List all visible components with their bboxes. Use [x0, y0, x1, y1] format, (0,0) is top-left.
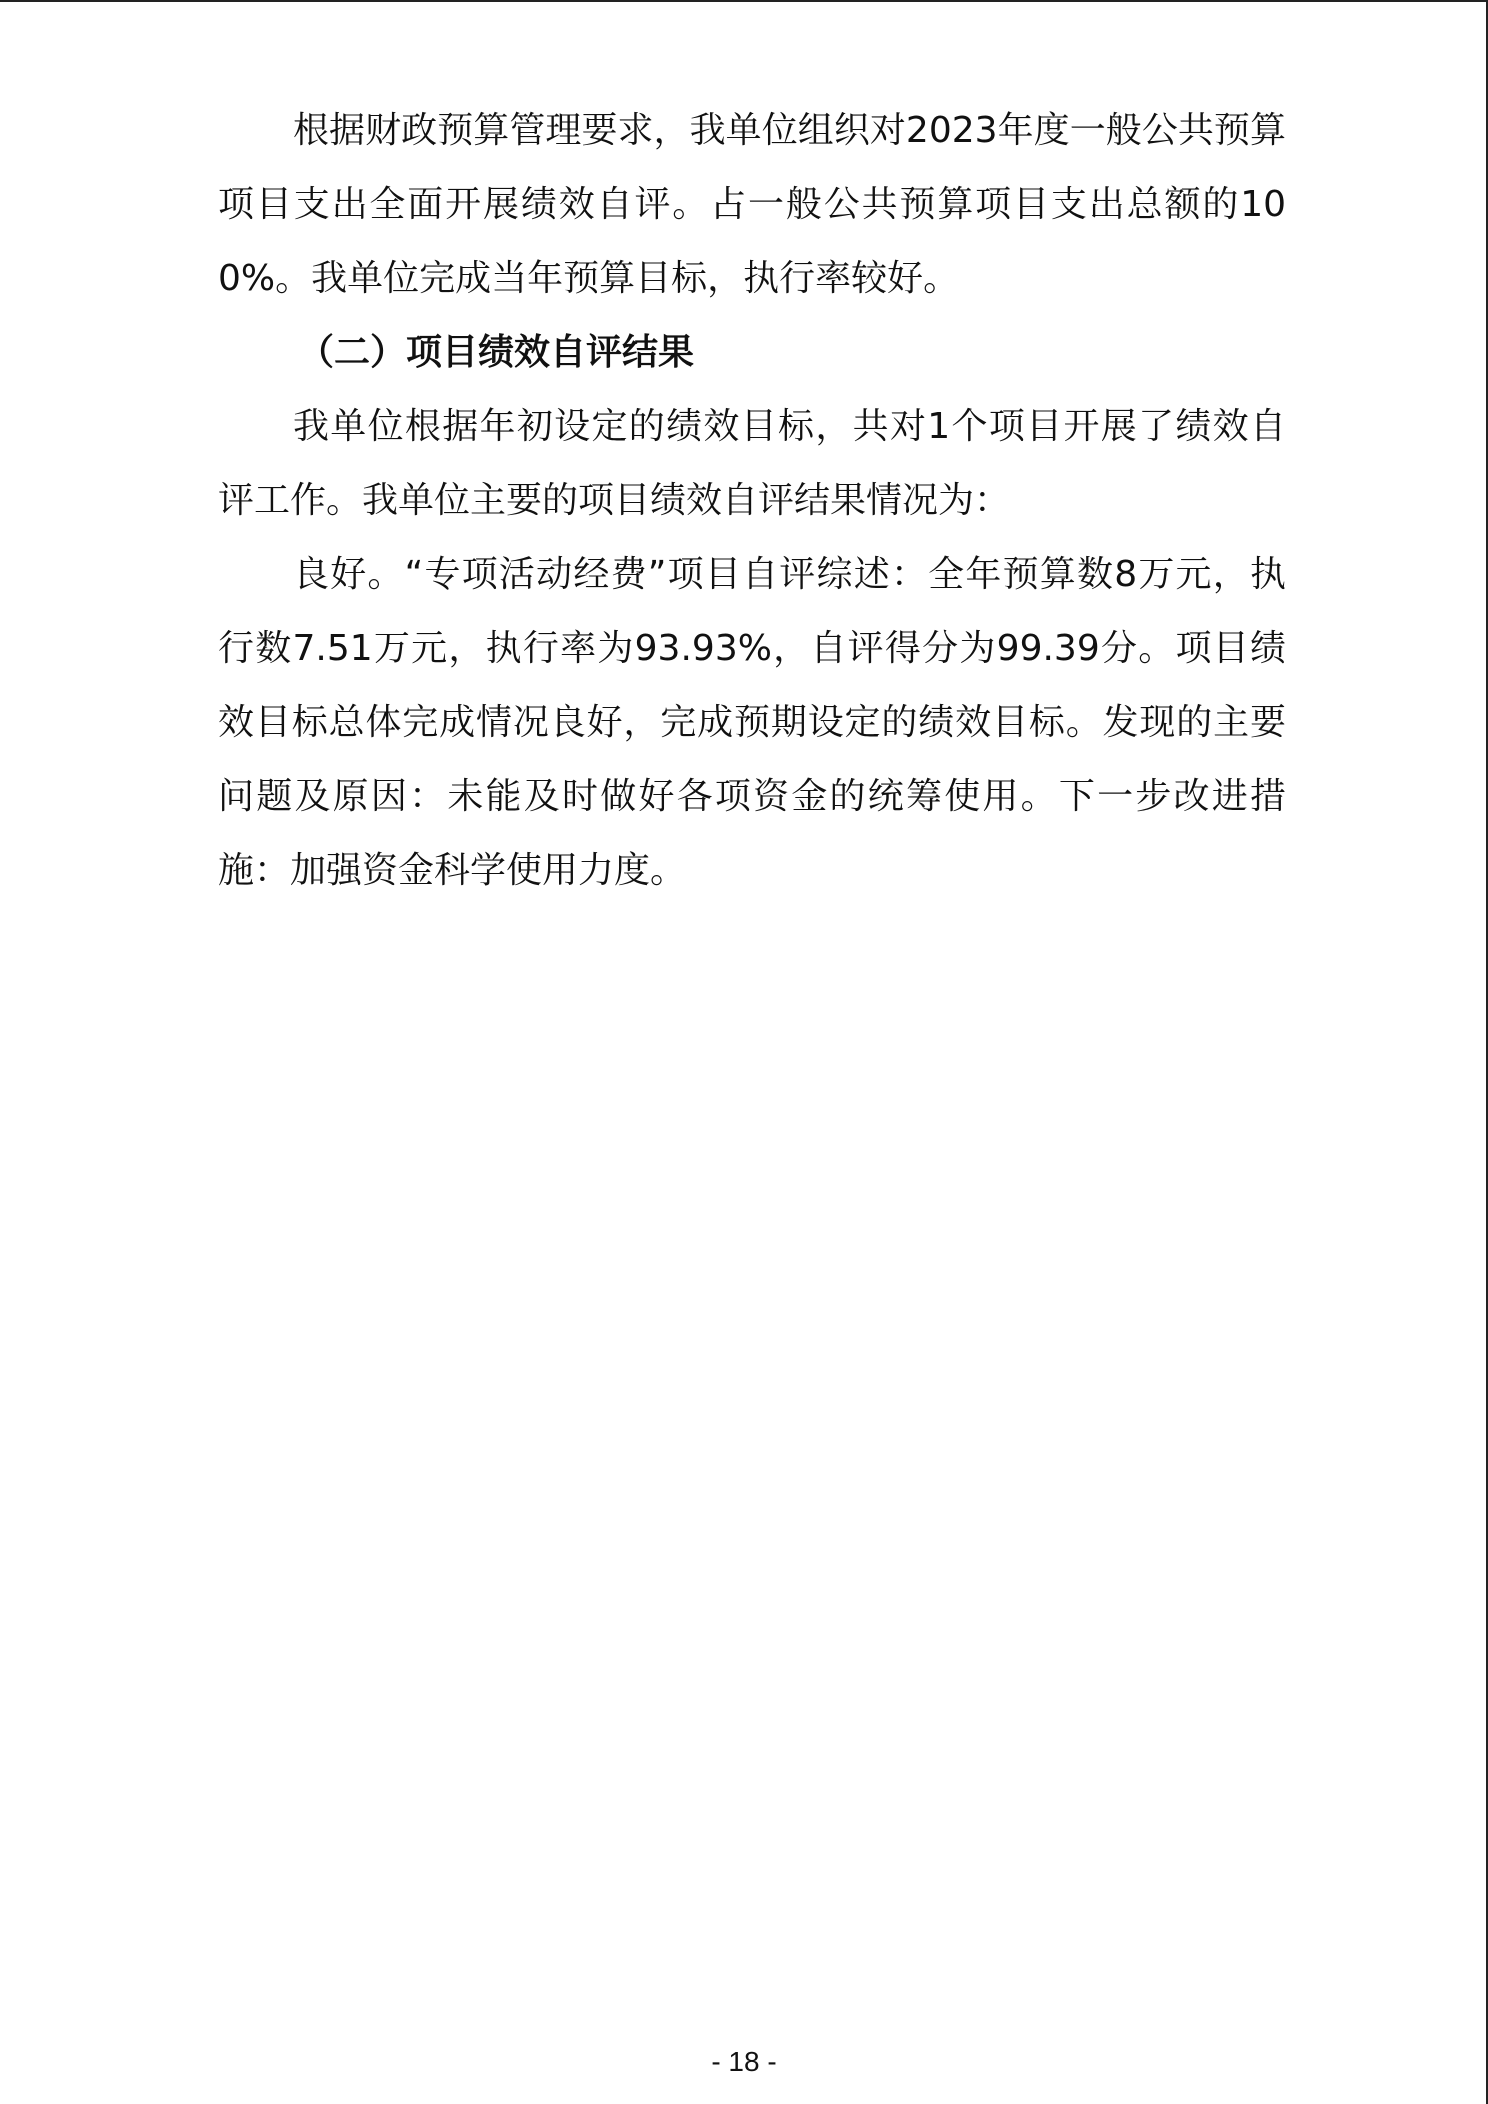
paragraph-budget-evaluation: 根据财政预算管理要求，我单位组织对2023年度一般公共预算项目支出全面开展绩效自评。占一般公共预算项目支出总额的100%。我单位完成当年预算目标，执行率较好。: [218, 110, 1286, 299]
paragraph-project-count: 我单位根据年初设定的绩效目标，共对1个项目开展了绩效自评工作。我单位主要的项目绩效自评结果情况为：: [218, 406, 1286, 521]
paragraph-project-result: 良好。“专项活动经费”项目自评综述：全年预算数8万元，执行数7.51万元，执行率为93.93%，自评得分为99.39分。项目绩效目标总体完成情况良好，完成预期设定的绩效目标。发现的主要问题及原因：未能及时做好各项资金的统筹使用。下一步改进措施：加强资金科学使用力度。: [218, 554, 1286, 891]
document-body: [218, 94, 1286, 908]
page-number: - 18 -: [711, 2046, 777, 2077]
section-heading: （二）项目绩效自评结果: [298, 332, 695, 373]
